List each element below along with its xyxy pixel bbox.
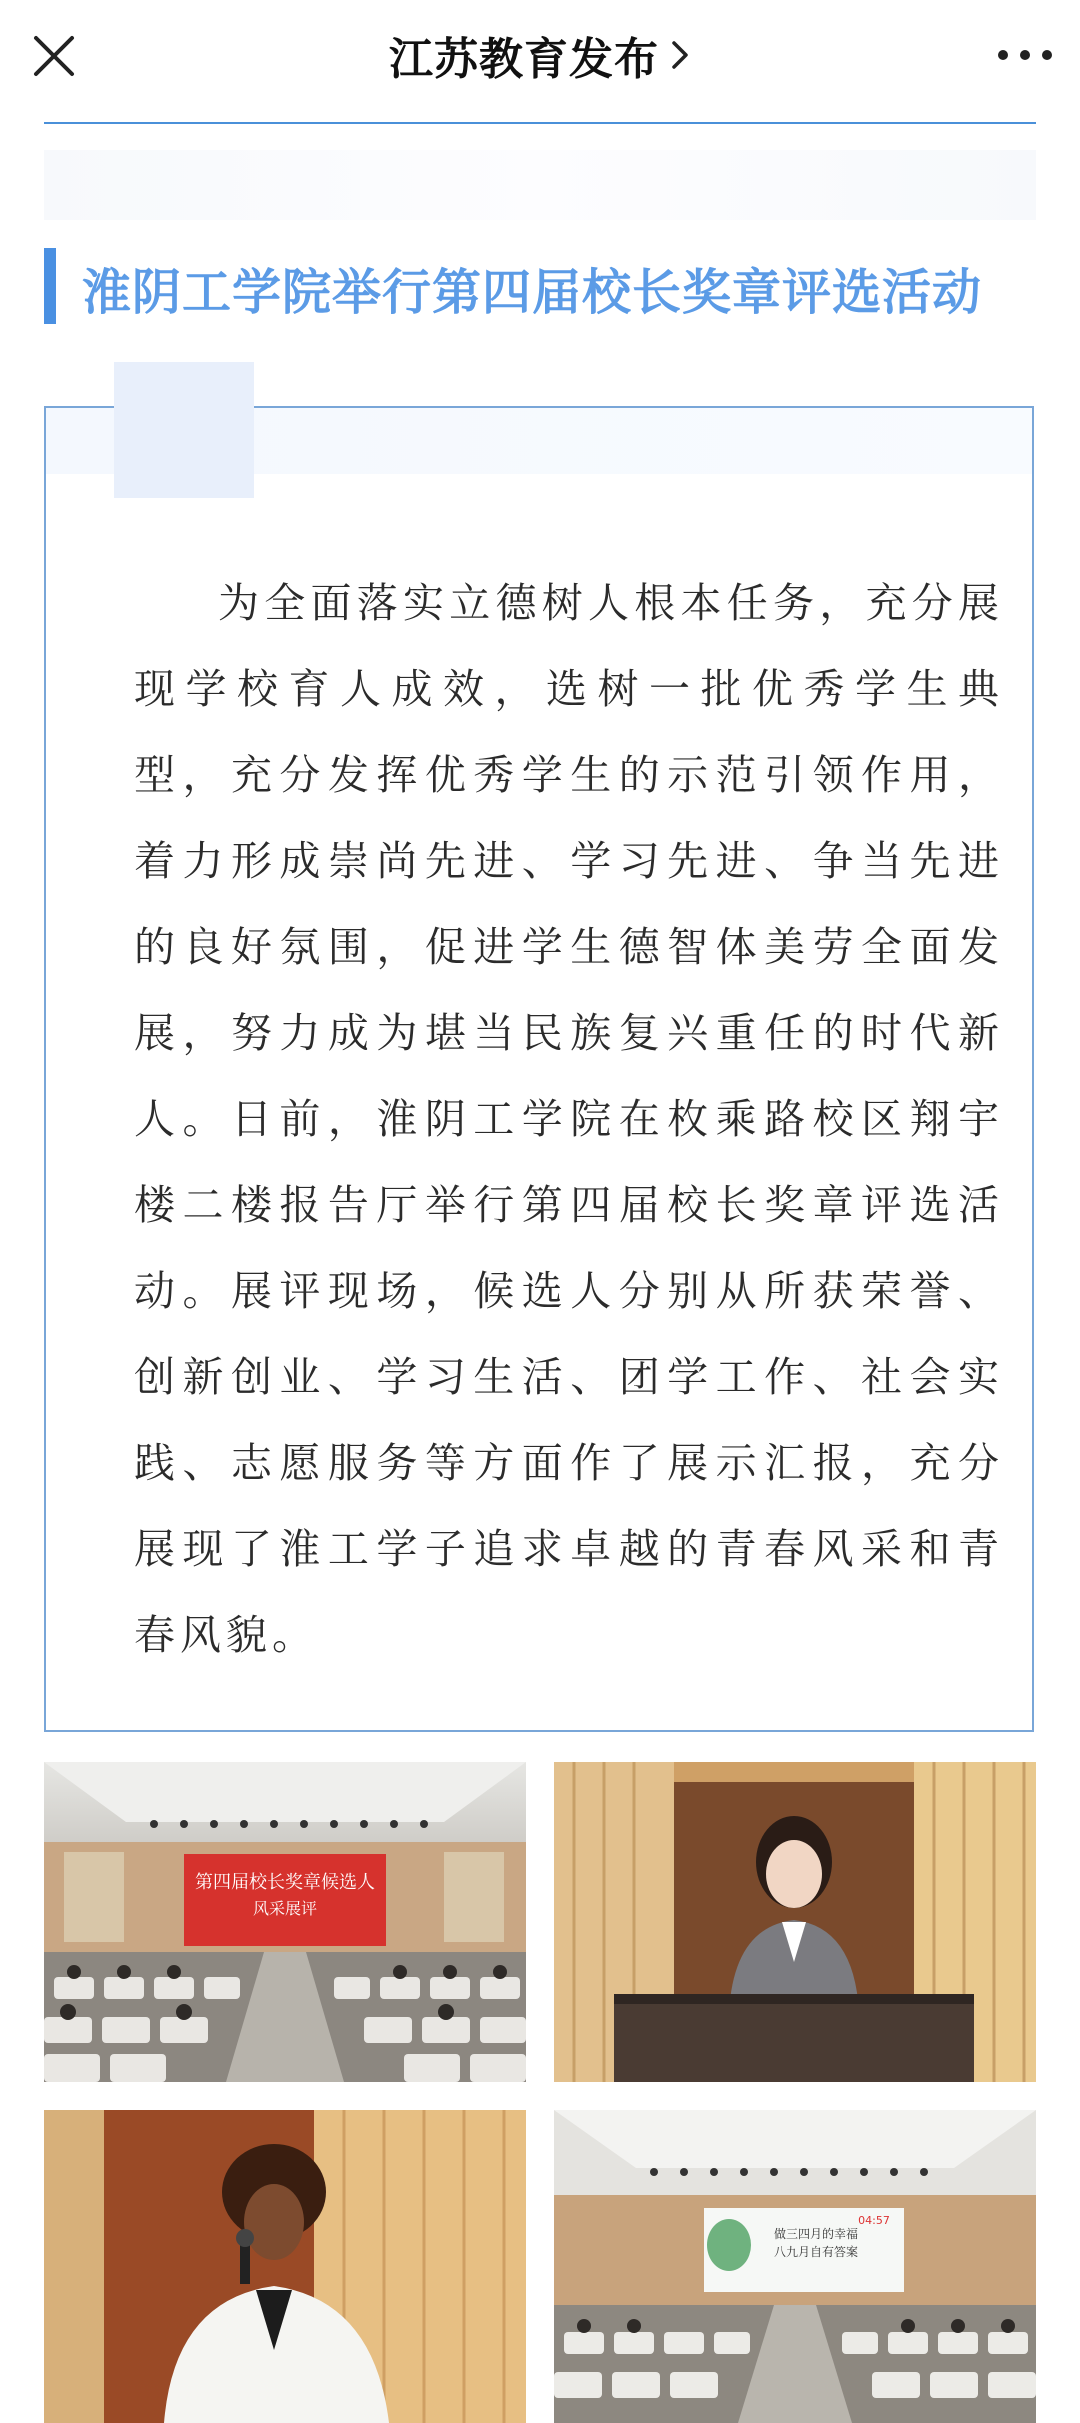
screen-timer: 04:57 [858, 2214, 890, 2227]
chevron-right-icon [669, 37, 691, 73]
article-title: 淮阴工学院举行第四届校长奖章评选活动 [82, 264, 983, 321]
screen-line: 八九月自有答案 [773, 2245, 859, 2259]
decorative-band [44, 150, 1036, 220]
photo-speaker-woman[interactable] [554, 1762, 1036, 2082]
decorative-square [114, 362, 254, 498]
article-body-box [44, 406, 1034, 1732]
account-name: 江苏教育发布 [389, 34, 659, 85]
article-body: 为全面落实立德树人根本任务，充分展现学校育人成效，选树一批优秀学生典型，充分发挥优秀学生的示范引领作用，着力形成崇尚先进、学习先进、争当先进的良好氛围，促进学生德智体美劳全面发展，努力成为堪当民族复兴重任的时代新人。日前，淮阴工学院在枚乘路校区翔宇楼二楼报告厅举行第四届校长奖章评选活动。展评现场，候选人分别从所获荣誉、创新创业、学习生活、团学工作、社会实践、志愿服务等方面作了展示汇报，充分展现了淮工学子追求卓越的青春风采和青春风貌。 [134, 579, 1004, 1659]
heading-accent-bar [44, 248, 56, 324]
more-options-button[interactable] [996, 34, 1056, 74]
account-name-link[interactable] [389, 23, 691, 87]
article-heading [44, 248, 1044, 324]
photo-auditorium-wide[interactable] [44, 1762, 526, 2082]
screen-line: 风采展评 [252, 1899, 318, 1918]
more-dots-icon [998, 50, 1008, 60]
photo-speaker-man[interactable] [44, 2110, 526, 2423]
screen-line: 第四届校长奖章候选人 [195, 1872, 375, 1893]
divider-line [44, 122, 1036, 124]
photo-auditorium-presentation[interactable] [554, 2110, 1036, 2423]
screen-line: 做三四月的幸福 [773, 2227, 859, 2241]
top-nav-bar [0, 0, 1080, 110]
